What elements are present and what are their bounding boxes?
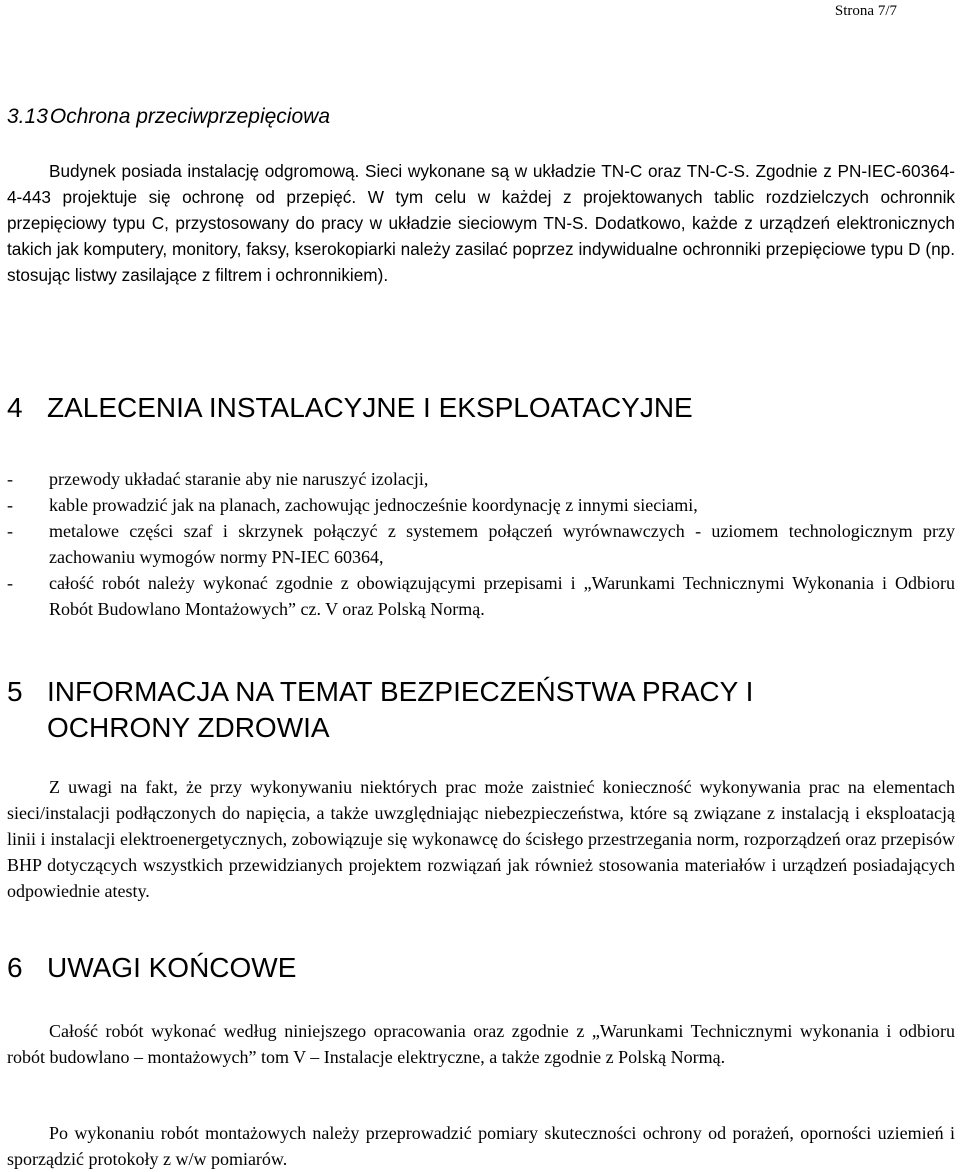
list-item-text: kable prowadzić jak na planach, zachowując jednocześnie koordynację z innymi sieciami, bbox=[49, 495, 698, 515]
section-3-13-paragraph: Budynek posiada instalację odgromową. Sieci wykonane są w układzie TN-C oraz TN-C-S. Zgodnie z PN-IEC-60364-4-443 projektuje się ochronę od przepięć. W tym celu w każdej z projektowanych tablic rozdzielczych ochronnik przepięciowy typu C, przystosowany do pracy w układzie sieciowym TN-S. Dodatkowo, każde z urządzeń elektronicznych takich jak komputery, monitory, faksy, kserokopiarki należy zasilać poprzez indywidualne ochronniki przepięciowe typu D (np. stosując listwy zasilające z filtrem i ochronnikiem). bbox=[7, 161, 955, 285]
section-title-line1: INFORMACJA NA TEMAT BEZPIECZEŃSTWA PRACY I bbox=[47, 676, 754, 707]
list-item-text: metalowe części szaf i skrzynek połączyć z systemem połączeń wyrównawczych - uziomem technologicznym przy zachowaniu wymogów normy PN-IEC 60364, bbox=[49, 521, 955, 567]
section-4-list bbox=[7, 466, 955, 622]
section-number: 3.13 bbox=[7, 105, 48, 128]
section-3-13-heading bbox=[7, 104, 330, 130]
list-item bbox=[7, 570, 955, 622]
list-item-text: całość robót należy wykonać zgodnie z obowiązującymi przepisami i „Warunkami Technicznymi Wykonania i Odbioru Robót Budowlano Montażowych” cz. V oraz Polską Normą. bbox=[49, 573, 955, 619]
section-title: UWAGI KOŃCOWE bbox=[47, 952, 297, 983]
list-dash: - bbox=[7, 469, 13, 489]
section-number: 6 bbox=[7, 952, 23, 983]
section-6-paragraph-1: Całość robót wykonać według niniejszego opracowania oraz zgodnie z „Warunkami Technicznymi wykonania i odbioru robót budowlano – montażowych” tom V – Instalacje elektryczne, a także zgodnie z Polską Normą. bbox=[7, 1021, 955, 1067]
section-number: 5 bbox=[7, 676, 23, 707]
section-title: ZALECENIA INSTALACYJNE I EKSPLOATACYJNE bbox=[47, 392, 693, 423]
section-6-paragraph-2: Po wykonaniu robót montażowych należy przeprowadzić pomiary skuteczności ochrony od porażeń, oporności uziemień i sporządzić protokoły z w/w pomiarów. bbox=[7, 1123, 955, 1169]
section-4-heading bbox=[7, 390, 693, 426]
list-dash: - bbox=[7, 495, 13, 515]
section-5-heading bbox=[7, 674, 753, 746]
section-title-line2: OCHRONY ZDROWIA bbox=[47, 712, 330, 743]
section-6-heading bbox=[7, 950, 296, 986]
list-dash: - bbox=[7, 521, 13, 541]
section-title: Ochrona przeciwprzepięciowa bbox=[49, 105, 331, 128]
list-item bbox=[7, 518, 955, 570]
list-dash: - bbox=[7, 573, 13, 593]
page-number: Strona 7/7 bbox=[834, 3, 897, 19]
list-item-text: przewody układać staranie aby nie naruszyć izolacji, bbox=[49, 469, 429, 489]
list-item bbox=[7, 492, 955, 518]
section-number: 4 bbox=[7, 392, 23, 423]
section-5-paragraph: Z uwagi na fakt, że przy wykonywaniu niektórych prac może zaistnieć konieczność wykonywania prac na elementach sieci/instalacji podłączonych do napięcia, a także uwzględniając niebezpieczeństwa, które są związane z instalacją i eksploatacją linii i instalacji elektroenergetycznych, zobowiązuje się wykonawcę do ścisłego przestrzegania norm, rozporządzeń oraz przepisów BHP dotyczących wszystkich przewidzianych projektem rozwiązań jak również stosowania materiałów i urządzeń posiadających odpowiednie atesty. bbox=[7, 777, 955, 901]
list-item bbox=[7, 466, 955, 492]
